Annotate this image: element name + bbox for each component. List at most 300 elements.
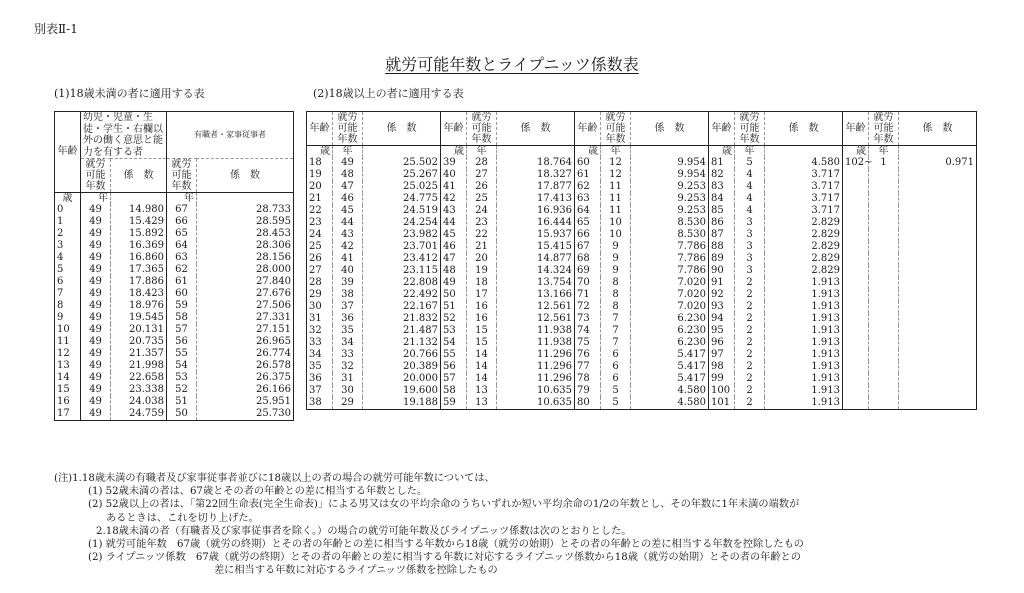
coef-cell: 26.774 [256, 348, 291, 359]
table-row [307, 337, 977, 349]
coef-cell: 17.886 [111, 276, 167, 288]
age-cell: 90 [709, 265, 735, 277]
unit-year: 年 [81, 193, 111, 205]
table-row [307, 181, 977, 193]
coef-cell: 7.786 [677, 241, 706, 252]
empty-cell [869, 397, 899, 410]
age-cell: 44 [441, 217, 467, 229]
coef-cell: 20.735 [111, 336, 167, 348]
coef-cell: 23.412 [403, 253, 438, 264]
unit-age: 歳 [55, 193, 81, 205]
age-header: 年齢 [55, 112, 81, 193]
empty-cell [843, 325, 869, 337]
years-cell: 66 [167, 216, 197, 228]
table-row [307, 241, 977, 253]
coef-header-1: 係 数 [111, 159, 167, 193]
table-row [307, 229, 977, 241]
years-cell: 15 [467, 337, 497, 349]
coef-cell: 26.375 [256, 372, 291, 383]
age-cell: 0 [55, 204, 81, 216]
years-cell: 8 [601, 277, 631, 289]
coef-cell: 9.253 [677, 181, 706, 192]
years-cell: 5 [735, 157, 765, 169]
coef-cell: 12.561 [537, 301, 572, 312]
empty-cell [869, 289, 899, 301]
age-cell: 79 [575, 385, 601, 397]
age-cell: 35 [307, 361, 333, 373]
unit-year: 年 [601, 146, 631, 158]
coef-cell: 25.502 [403, 157, 438, 168]
age-cell: 75 [575, 337, 601, 349]
years-cell: 12 [601, 157, 631, 169]
age-cell: 98 [709, 361, 735, 373]
table-row [307, 169, 977, 181]
years-cell: 49 [81, 276, 111, 288]
years-cell: 4 [735, 169, 765, 181]
years-cell: 3 [735, 229, 765, 241]
table-under-18 [54, 111, 294, 421]
years-cell: 34 [333, 337, 363, 349]
coef-cell: 1.913 [811, 361, 840, 372]
years-cell: 45 [333, 205, 363, 217]
years-header-line: 年数 [171, 181, 192, 192]
years-cell: 44 [333, 217, 363, 229]
unit-age: 歳 [843, 146, 869, 158]
coef-cell: 23.115 [403, 265, 438, 276]
empty-cell [899, 205, 977, 217]
years-cell: 7 [601, 337, 631, 349]
years-cell: 4 [735, 193, 765, 205]
coef-cell: 1.913 [811, 349, 840, 360]
years-header-line: 就労 [85, 159, 106, 170]
document-label: 別表Ⅱ-1 [34, 22, 78, 36]
years-header-line: 可能 [739, 123, 760, 134]
table-row [307, 349, 977, 361]
empty-cell [843, 349, 869, 361]
years-header [735, 112, 765, 146]
age-cell: 82 [709, 169, 735, 181]
coef-cell: 7.786 [677, 253, 706, 264]
coef-cell: 28.000 [256, 264, 291, 275]
years-cell: 33 [333, 349, 363, 361]
age-cell: 54 [441, 337, 467, 349]
years-cell: 49 [81, 204, 111, 216]
years-cell: 20 [467, 253, 497, 265]
age-cell: 101 [709, 397, 735, 410]
years-cell: 32 [333, 361, 363, 373]
age-cell: 34 [307, 349, 333, 361]
table-row [307, 265, 977, 277]
coef-cell: 1.913 [811, 301, 840, 312]
coef-cell: 11.938 [537, 325, 572, 336]
coef-cell: 9.253 [677, 205, 706, 216]
years-cell: 49 [81, 240, 111, 252]
years-cell: 49 [333, 157, 363, 169]
coef-cell: 25.025 [403, 181, 438, 192]
age-header: 年齢 [441, 112, 467, 146]
years-cell: 21 [467, 241, 497, 253]
years-cell: 23 [467, 217, 497, 229]
empty-cell [869, 301, 899, 313]
years-cell: 17 [467, 289, 497, 301]
coef-cell: 18.976 [111, 300, 167, 312]
age-cell: 50 [441, 289, 467, 301]
coef-header: 係 数 [631, 112, 709, 146]
empty-cell [899, 337, 977, 349]
age-cell: 10 [55, 324, 81, 336]
coef-cell: 28.733 [256, 204, 291, 215]
years-header-line: 就労 [739, 112, 760, 123]
empty-cell [843, 265, 869, 277]
table1-caption: (1)18歳未満の者に適用する表 [54, 87, 205, 100]
empty-cell [899, 241, 977, 253]
coef-cell: 15.415 [537, 241, 572, 252]
age-cell: 80 [575, 397, 601, 410]
age-cell: 36 [307, 373, 333, 385]
age-cell: 67 [575, 241, 601, 253]
years-cell: 62 [167, 264, 197, 276]
years-cell: 22 [467, 229, 497, 241]
years-cell: 49 [81, 360, 111, 372]
unit-year: 年 [735, 146, 765, 158]
coef-cell: 15.429 [111, 216, 167, 228]
age-cell: 17 [55, 408, 81, 421]
table-row [55, 396, 294, 408]
coef-cell: 24.519 [403, 205, 438, 216]
age-cell: 60 [575, 157, 601, 169]
years-cell: 57 [167, 324, 197, 336]
years-cell: 4 [735, 181, 765, 193]
coef-cell: 13.754 [537, 277, 572, 288]
age-header: 年齢 [709, 112, 735, 146]
empty-cell [899, 313, 977, 325]
coef-cell: 22.167 [403, 301, 438, 312]
years-cell: 1 [869, 157, 899, 169]
age-cell: 74 [575, 325, 601, 337]
age-cell: 92 [709, 289, 735, 301]
unit-blank [631, 146, 709, 158]
age-cell: 18 [307, 157, 333, 169]
years-cell: 6 [601, 361, 631, 373]
years-cell: 37 [333, 301, 363, 313]
years-cell: 4 [735, 205, 765, 217]
coef-cell: 25.951 [256, 396, 291, 407]
age-cell: 91 [709, 277, 735, 289]
years-cell: 48 [333, 169, 363, 181]
table-row [55, 216, 294, 228]
years-cell: 47 [333, 181, 363, 193]
coef-cell: 22.492 [403, 289, 438, 300]
table-row [307, 301, 977, 313]
empty-cell [869, 385, 899, 397]
student-group-header: 幼児・児童・生徒・学生・右欄以外の働く意思と能力を有する者 [81, 112, 167, 159]
empty-cell [899, 193, 977, 205]
age-cell: 23 [307, 217, 333, 229]
years-cell: 46 [333, 193, 363, 205]
years-header-line: 年数 [471, 134, 492, 145]
empty-cell [843, 181, 869, 193]
empty-cell [899, 385, 977, 397]
age-cell: 102~ [843, 157, 869, 169]
years-cell: 50 [167, 408, 197, 421]
years-header-line: 就労 [171, 159, 192, 170]
age-cell: 53 [441, 325, 467, 337]
empty-cell [869, 265, 899, 277]
coef-cell: 23.338 [111, 384, 167, 396]
table-row [307, 277, 977, 289]
years-cell: 38 [333, 289, 363, 301]
table-row [55, 360, 294, 372]
years-cell: 61 [167, 276, 197, 288]
coef-cell: 24.254 [403, 217, 438, 228]
age-cell: 16 [55, 396, 81, 408]
years-cell: 52 [167, 384, 197, 396]
years-header-line: 就労 [605, 112, 626, 123]
age-cell: 55 [441, 349, 467, 361]
years-header [333, 112, 363, 146]
age-cell: 22 [307, 205, 333, 217]
years-cell: 26 [467, 181, 497, 193]
coef-cell: 26.965 [256, 336, 291, 347]
coef-cell: 25.730 [256, 408, 291, 419]
coef-cell: 15.937 [537, 229, 572, 240]
years-cell: 18 [467, 277, 497, 289]
age-cell: 61 [575, 169, 601, 181]
age-cell: 24 [307, 229, 333, 241]
table-row [55, 336, 294, 348]
age-cell: 51 [441, 301, 467, 313]
table-row [307, 373, 977, 385]
empty-cell [899, 301, 977, 313]
coef-cell: 21.132 [403, 337, 438, 348]
empty-cell [843, 337, 869, 349]
years-cell: 15 [467, 325, 497, 337]
unit-age: 歳 [307, 146, 333, 158]
empty-cell [899, 265, 977, 277]
age-cell: 72 [575, 301, 601, 313]
empty-cell [869, 169, 899, 181]
table-row [55, 300, 294, 312]
years-header-line: 可能 [85, 170, 106, 181]
years-cell: 53 [167, 372, 197, 384]
years-header-line: 年数 [605, 134, 626, 145]
age-cell: 64 [575, 205, 601, 217]
years-cell: 6 [601, 373, 631, 385]
coef-cell: 27.331 [256, 312, 291, 323]
coef-cell: 0.971 [945, 157, 974, 168]
coef-cell: 1.913 [811, 289, 840, 300]
coef-cell: 3.717 [811, 205, 840, 216]
age-cell: 58 [441, 385, 467, 397]
age-cell: 47 [441, 253, 467, 265]
years-cell: 3 [735, 265, 765, 277]
age-cell: 70 [575, 277, 601, 289]
empty-cell [869, 373, 899, 385]
years-cell: 14 [467, 361, 497, 373]
empty-cell [869, 337, 899, 349]
years-cell: 2 [735, 277, 765, 289]
table2-caption: (2)18歳以上の者に適用する表 [313, 87, 464, 100]
coef-cell: 4.580 [811, 157, 840, 168]
years-cell: 8 [601, 301, 631, 313]
years-cell: 49 [81, 312, 111, 324]
years-cell: 49 [81, 300, 111, 312]
age-cell: 59 [441, 397, 467, 410]
coef-cell: 26.578 [256, 360, 291, 371]
years-cell: 9 [601, 253, 631, 265]
years-cell: 11 [601, 181, 631, 193]
years-cell: 49 [81, 396, 111, 408]
table-row [55, 252, 294, 264]
coef-cell: 11.296 [537, 349, 572, 360]
note-line: (1) 就労可能年数 67歳（就労の終期）とその者の年齢との差に相当する年数から18歳（就労の始期）とその者の年齢との差に相当する年数を控除したもの [88, 539, 804, 551]
age-cell: 85 [709, 205, 735, 217]
coef-cell: 27.506 [256, 300, 291, 311]
years-cell: 14 [467, 349, 497, 361]
coef-cell: 16.369 [111, 240, 167, 252]
coef-cell: 7.786 [677, 265, 706, 276]
note-line: (1) 52歳未満の者は、67歳とその者の年齢との差に相当する年数とした。 [88, 486, 428, 498]
years-cell: 10 [601, 229, 631, 241]
years-header-2 [167, 159, 197, 193]
years-cell: 49 [81, 216, 111, 228]
note-line: 差に相当する年数に対応するライプニッツ係数を控除したもの [214, 565, 498, 577]
years-header-line: 可能 [873, 123, 894, 134]
empty-cell [869, 313, 899, 325]
coef-cell: 16.444 [537, 217, 572, 228]
coef-cell: 14.877 [537, 253, 572, 264]
years-cell: 59 [167, 300, 197, 312]
age-cell: 89 [709, 253, 735, 265]
age-cell: 71 [575, 289, 601, 301]
years-cell: 41 [333, 253, 363, 265]
empty-cell [843, 301, 869, 313]
years-cell: 49 [81, 372, 111, 384]
unit-age: 歳 [441, 146, 467, 158]
empty-cell [869, 349, 899, 361]
coef-cell: 16.936 [537, 205, 572, 216]
note-line: (2) ライプニッツ係数 67歳（就労の終期）とその者の年齢との差に相当する年数に対応するライプニッツ係数から18歳（就労の始期）とその者の年齢との [88, 552, 801, 564]
coef-cell: 10.635 [537, 397, 572, 408]
age-cell: 52 [441, 313, 467, 325]
years-cell: 8 [601, 289, 631, 301]
years-cell: 2 [735, 349, 765, 361]
coef-cell: 24.038 [111, 396, 167, 408]
years-cell: 65 [167, 228, 197, 240]
table-row [55, 276, 294, 288]
empty-cell [843, 385, 869, 397]
age-cell: 57 [441, 373, 467, 385]
age-cell: 95 [709, 325, 735, 337]
years-cell: 2 [735, 337, 765, 349]
age-cell: 20 [307, 181, 333, 193]
coef-cell: 17.365 [111, 264, 167, 276]
table-row [55, 312, 294, 324]
age-cell: 8 [55, 300, 81, 312]
age-cell: 13 [55, 360, 81, 372]
table-row [307, 157, 977, 169]
age-header: 年齢 [307, 112, 333, 146]
coef-cell: 12.561 [537, 313, 572, 324]
years-cell: 9 [601, 265, 631, 277]
coef-cell: 19.188 [403, 397, 438, 408]
age-cell: 40 [441, 169, 467, 181]
years-cell: 5 [601, 385, 631, 397]
table-row [307, 193, 977, 205]
coef-cell: 6.230 [677, 313, 706, 324]
coef-cell: 7.020 [677, 277, 706, 288]
empty-cell [899, 169, 977, 181]
age-cell: 86 [709, 217, 735, 229]
coef-cell: 21.487 [403, 325, 438, 336]
coef-cell: 1.913 [811, 373, 840, 384]
years-cell: 7 [601, 325, 631, 337]
years-cell: 24 [467, 205, 497, 217]
years-cell: 35 [333, 325, 363, 337]
unit-year: 年 [869, 146, 899, 158]
years-cell: 9 [601, 241, 631, 253]
age-cell: 100 [709, 385, 735, 397]
table-row [307, 385, 977, 397]
age-cell: 81 [709, 157, 735, 169]
age-cell: 83 [709, 181, 735, 193]
years-cell: 51 [167, 396, 197, 408]
age-cell: 26 [307, 253, 333, 265]
coef-cell: 18.423 [111, 288, 167, 300]
age-cell: 97 [709, 349, 735, 361]
years-header-line: 就労 [873, 112, 894, 123]
table-row [307, 325, 977, 337]
age-cell: 69 [575, 265, 601, 277]
table-row [55, 264, 294, 276]
years-cell: 3 [735, 217, 765, 229]
coef-cell: 1.913 [811, 277, 840, 288]
years-header [869, 112, 899, 146]
years-header-line: 年数 [739, 134, 760, 145]
coef-cell: 28.453 [256, 228, 291, 239]
years-cell: 2 [735, 385, 765, 397]
coef-cell: 2.829 [811, 253, 840, 264]
empty-cell [843, 373, 869, 385]
table-row [307, 289, 977, 301]
coef-cell: 3.717 [811, 193, 840, 204]
coef-cell: 28.595 [256, 216, 291, 227]
coef-cell: 11.296 [537, 361, 572, 372]
age-cell: 14 [55, 372, 81, 384]
age-cell: 12 [55, 348, 81, 360]
empty-cell [843, 361, 869, 373]
table-row [307, 397, 977, 410]
coef-cell: 4.580 [677, 385, 706, 396]
coef-cell: 7.020 [677, 289, 706, 300]
age-cell: 5 [55, 264, 81, 276]
empty-cell [899, 229, 977, 241]
coef-cell: 15.892 [111, 228, 167, 240]
coef-cell: 22.658 [111, 372, 167, 384]
age-cell: 38 [307, 397, 333, 410]
coef-cell: 14.324 [537, 265, 572, 276]
years-cell: 49 [81, 252, 111, 264]
years-cell: 58 [167, 312, 197, 324]
years-cell: 2 [735, 313, 765, 325]
age-cell: 2 [55, 228, 81, 240]
coef-cell: 3.717 [811, 181, 840, 192]
coef-cell: 16.860 [111, 252, 167, 264]
unit-blank [497, 146, 575, 158]
years-cell: 7 [601, 313, 631, 325]
years-cell: 16 [467, 313, 497, 325]
years-cell: 49 [81, 384, 111, 396]
